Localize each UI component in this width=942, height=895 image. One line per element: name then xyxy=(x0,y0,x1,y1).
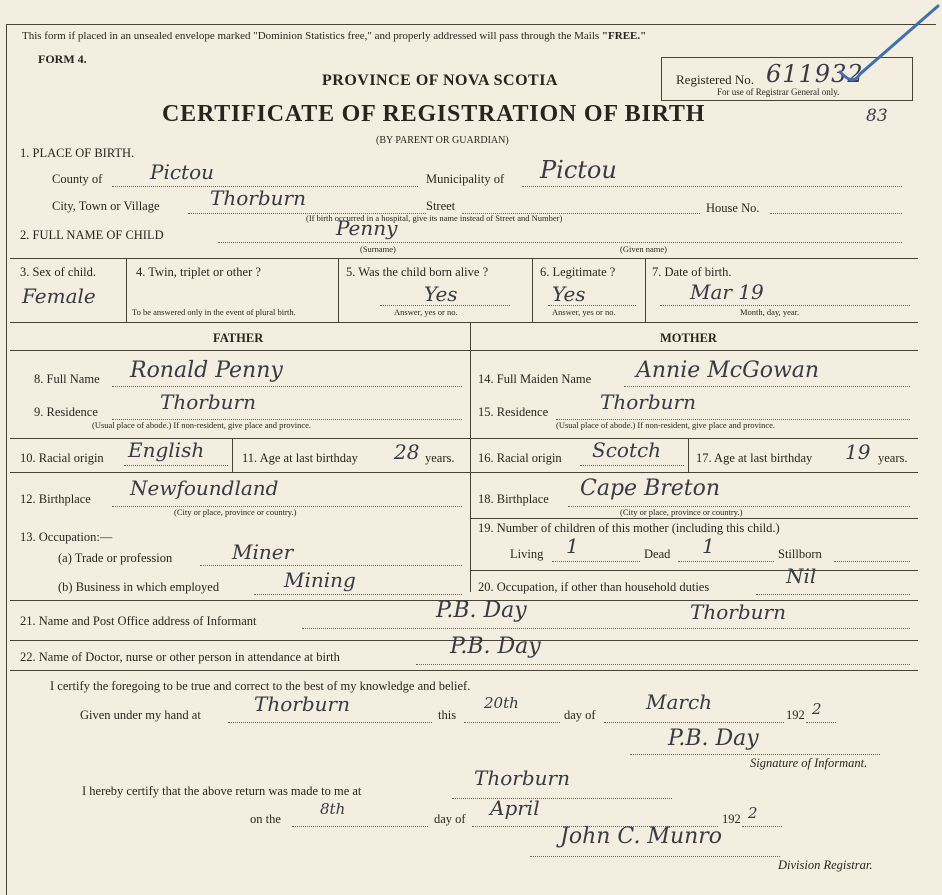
county-label: County of xyxy=(52,172,103,186)
doctor-bottom-rule xyxy=(10,670,918,671)
given-name-note: (Given name) xyxy=(620,244,667,254)
father-business-label: (b) Business in which employed xyxy=(58,580,220,594)
given-month-line xyxy=(604,722,784,723)
this-label: this xyxy=(438,708,457,722)
twin-note: To be answered only in the event of plural birth. xyxy=(132,307,296,317)
stillborn-line xyxy=(834,561,910,562)
father-name-line xyxy=(112,386,462,387)
mother-children-rule xyxy=(470,518,918,519)
registrar-year-line xyxy=(742,826,782,827)
parents-heading-rule xyxy=(10,350,918,351)
father-racial-line xyxy=(124,465,228,466)
mother-birthplace-label: 18. Birthplace xyxy=(478,492,549,506)
mother-heading: MOTHER xyxy=(660,331,717,345)
province-heading: PROVINCE OF NOVA SCOTIA xyxy=(322,72,558,89)
mail-free-text: "FREE." xyxy=(601,30,647,42)
mother-name-label: 14. Full Maiden Name xyxy=(478,372,592,386)
left-rule xyxy=(6,24,7,895)
father-age-value: 28 xyxy=(394,440,420,464)
given-year-line xyxy=(806,722,836,723)
father-business-value: Mining xyxy=(284,568,356,592)
registrar-month-value: April xyxy=(490,796,540,820)
mother-age-label: 17. Age at last birthday xyxy=(696,451,813,465)
informant-address-value: Thorburn xyxy=(690,600,786,624)
municipality-label: Municipality of xyxy=(426,172,505,186)
row3-bottom-rule xyxy=(10,322,918,323)
father-racial-value: English xyxy=(128,438,205,462)
sex-value: Female xyxy=(22,284,96,308)
given-place-line xyxy=(228,722,432,723)
mother-occupation-rule xyxy=(470,570,918,571)
alive-label: 5. Was the child born alive ? xyxy=(346,265,489,279)
registrar-place-line xyxy=(452,798,672,799)
father-residence-label: 9. Residence xyxy=(34,405,98,419)
living-label: Living xyxy=(510,547,544,561)
county-value: Pictou xyxy=(150,160,215,184)
city-value: Thorburn xyxy=(210,186,306,210)
corner-mark: 83 xyxy=(866,106,888,126)
mother-age-divider xyxy=(688,438,689,472)
registrar-on-the-label: on the xyxy=(250,812,281,826)
informant-signature: P.B. Day xyxy=(668,726,759,751)
registrar-day-value: 8th xyxy=(320,800,346,818)
division-registrar-label: Division Registrar. xyxy=(778,858,873,872)
parents-divider xyxy=(470,322,471,592)
birth-date-label: 7. Date of birth. xyxy=(652,265,732,279)
mother-residence-value: Thorburn xyxy=(600,390,696,414)
mother-racial-line xyxy=(580,465,684,466)
row3-top-rule xyxy=(10,258,918,259)
registrar-note: For use of Registrar General only. xyxy=(717,87,840,97)
father-racial-bottom-rule xyxy=(10,472,470,473)
mother-birthplace-note: (City or place, province or country.) xyxy=(620,507,743,517)
legitimate-value: Yes xyxy=(552,282,586,306)
registered-label: Registered No. xyxy=(676,72,754,87)
doctor-label: 22. Name of Doctor, nurse or other person in attendance at birth xyxy=(20,650,340,664)
informant-label: 21. Name and Post Office address of Informant xyxy=(20,614,257,628)
city-label: City, Town or Village xyxy=(52,199,160,213)
date-line xyxy=(660,305,910,306)
municipality-value: Pictou xyxy=(540,156,617,184)
form-number: FORM 4. xyxy=(38,52,87,66)
mother-age-value: 19 xyxy=(845,440,871,464)
given-day-of-label: day of xyxy=(564,708,596,722)
living-line xyxy=(552,561,640,562)
mother-years: years. xyxy=(878,451,908,465)
registrar-place-value: Thorburn xyxy=(474,766,570,790)
legitimate-label: 6. Legitimate ? xyxy=(540,265,616,279)
mother-racial-value: Scotch xyxy=(592,438,662,462)
dead-line xyxy=(678,561,774,562)
informant-signature-label: Signature of Informant. xyxy=(750,756,868,770)
page-title: CERTIFICATE OF REGISTRATION OF BIRTH xyxy=(162,101,706,127)
mother-occupation-value: Nil xyxy=(786,564,817,588)
twin-label: 4. Twin, triplet or other ? xyxy=(136,265,261,279)
certify-text: I certify the foregoing to be true and correct to the best of my knowledge and belief. xyxy=(50,679,471,693)
father-residence-note: (Usual place of abode.) If non-resident, give place and province. xyxy=(92,420,312,430)
sex-label: 3. Sex of child. xyxy=(20,265,97,279)
date-note: Month, day, year. xyxy=(740,307,800,317)
father-trade-value: Miner xyxy=(232,540,294,564)
mother-name-value: Annie McGowan xyxy=(636,358,820,383)
mother-name-line xyxy=(624,386,910,387)
mother-racial-top-rule xyxy=(470,438,918,439)
row3-divider-4 xyxy=(645,258,646,322)
mother-racial-label: 16. Racial origin xyxy=(478,451,562,465)
child-name-value: Penny xyxy=(336,216,398,240)
given-month-value: March xyxy=(646,690,713,714)
given-year-suffix: 2 xyxy=(812,700,822,718)
stillborn-label: Stillborn xyxy=(778,547,822,561)
mother-occupation-label: 20. Occupation, if other than household duties xyxy=(478,580,710,594)
informant-signature-line xyxy=(630,754,880,755)
dead-value: 1 xyxy=(702,534,715,558)
father-trade-line xyxy=(200,565,462,566)
dead-label: Dead xyxy=(644,547,671,561)
given-label: Given under my hand at xyxy=(80,708,201,722)
municipality-line xyxy=(522,186,902,187)
child-name-label: 2. FULL NAME OF CHILD xyxy=(20,228,164,242)
mother-birthplace-value: Cape Breton xyxy=(580,476,721,501)
father-name-value: Ronald Penny xyxy=(130,358,283,383)
father-heading: FATHER xyxy=(213,331,264,345)
row3-divider-1 xyxy=(126,258,127,322)
legit-note: Answer, yes or no. xyxy=(552,307,616,317)
registrar-day-of-label: day of xyxy=(434,812,466,826)
registrar-year-suffix: 2 xyxy=(748,804,758,822)
given-day-line xyxy=(464,722,560,723)
mail-notice xyxy=(22,30,646,42)
given-day-value: 20th xyxy=(484,694,519,712)
page-subtitle: (BY PARENT OR GUARDIAN) xyxy=(376,135,509,146)
top-rule xyxy=(6,24,936,25)
mother-children-label: 19. Number of children of this mother (including this child.) xyxy=(478,521,780,535)
father-birthplace-note: (City or place, province or country.) xyxy=(174,507,297,517)
registrar-year-prefix: 192 xyxy=(722,812,741,826)
registrar-signature-line xyxy=(530,856,780,857)
alive-note: Answer, yes or no. xyxy=(394,307,458,317)
registered-number: 611932 xyxy=(766,60,864,88)
informant-line xyxy=(302,628,910,629)
father-birthplace-label: 12. Birthplace xyxy=(20,492,91,506)
given-place-value: Thorburn xyxy=(254,692,350,716)
father-trade-label: (a) Trade or profession xyxy=(58,551,173,565)
mail-notice-text: This form if placed in an unsealed envelope marked "Dominion Statistics free," and properly addressed will pass through the Mails xyxy=(22,30,600,42)
registrar-signature: John C. Munro xyxy=(560,824,723,849)
house-label: House No. xyxy=(706,201,760,215)
father-racial-top-rule xyxy=(10,438,470,439)
child-name-line xyxy=(218,242,902,243)
mother-racial-bottom-rule xyxy=(470,472,918,473)
mother-residence-label: 15. Residence xyxy=(478,405,549,419)
place-of-birth-heading: 1. PLACE OF BIRTH. xyxy=(20,146,135,160)
row3-divider-3 xyxy=(532,258,533,322)
living-value: 1 xyxy=(566,534,579,558)
doctor-line xyxy=(416,664,910,665)
blue-pencil-check-icon xyxy=(820,0,942,90)
given-year-prefix: 192 xyxy=(786,708,805,722)
street-label: Street xyxy=(426,199,456,213)
informant-name-value: P.B. Day xyxy=(436,598,527,623)
father-residence-value: Thorburn xyxy=(160,390,256,414)
registrar-day-line xyxy=(292,826,428,827)
alive-value: Yes xyxy=(424,282,458,306)
row3-divider-2 xyxy=(338,258,339,322)
surname-note: (Surname) xyxy=(360,244,396,254)
father-age-divider xyxy=(232,438,233,472)
father-birthplace-value: Newfoundland xyxy=(130,476,279,500)
father-age-label: 11. Age at last birthday xyxy=(242,451,358,465)
house-line xyxy=(770,213,902,214)
hospital-note: (If birth occurred in a hospital, give its name instead of Street and Number) xyxy=(306,213,563,223)
birth-date-value: Mar 19 xyxy=(690,280,764,304)
mother-occupation-line xyxy=(756,594,910,595)
father-racial-label: 10. Racial origin xyxy=(20,451,104,465)
father-name-label: 8. Full Name xyxy=(34,372,100,386)
father-years: years. xyxy=(425,451,455,465)
registrar-certify-text: I hereby certify that the above return was made to me at xyxy=(82,784,362,798)
father-occupation-label: 13. Occupation:— xyxy=(20,530,113,544)
father-business-line xyxy=(254,594,462,595)
mother-residence-note: (Usual place of abode.) If non-resident, give place and province. xyxy=(556,420,776,430)
doctor-value: P.B. Day xyxy=(450,634,541,659)
